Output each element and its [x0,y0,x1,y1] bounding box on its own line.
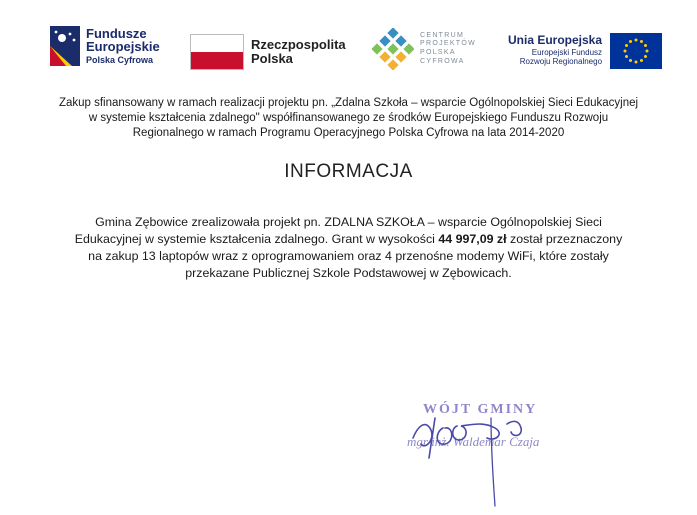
body-line1: Gmina Zębowice zrealizowała projekt pn. ZDALNA SZKOŁA – wsparcie Ogólnopolskiej Sieci [95,215,602,229]
rzeczpospolita-polska-logo [190,34,346,70]
signature-stamp [395,398,595,508]
fundusze-line1: Fundusze [86,25,147,41]
centrum-line4: CYFROWA [420,57,465,65]
funding-statement-line3: Regionalnego w ramach Programu Operacyjnego Polska Cyfrowa na lata 2014-2020 [132,127,565,139]
body-line2-end: został przeznaczony [506,232,623,246]
body-line3: na zakup 13 laptopów wraz z oprogramowaniem oraz 4 przenośne modemy WiFi, które zostały [88,249,609,263]
logo-bar [0,0,697,90]
polish-flag-icon [190,34,244,70]
unia-line3: Rozwoju Regionalnego [519,56,603,66]
funding-statement-line2: w systemie kształcenia zdalnego" współfinansowanego ze środków Europejskiego Funduszu Rozwoju [88,112,609,124]
centrum-projektow-mosaic-icon [372,28,414,70]
fundusze-europejskie-emblem-icon [50,26,80,66]
unia-line2: Europejski Fundusz [531,47,603,57]
stamp-name: mgr inż. Waldemar Czaja [407,434,540,449]
body-line2-start: Edukacyjnej w systemie kształcenia zdalnego. Grant w wysokości [74,232,439,246]
eu-flag-icon [610,33,662,69]
unia-line1: Unia Europejska [508,33,603,47]
grant-amount: 44 997,09 zł [438,232,507,246]
handwritten-signature-icon [395,398,595,508]
funding-statement [30,96,667,141]
unia-europejska-logo [508,34,662,69]
centrum-line1: CENTRUM [420,31,465,39]
rzeczpospolita-line1: Rzeczpospolita [251,37,346,53]
rzeczpospolita-line2: Polska [251,51,293,66]
information-body [40,214,657,282]
centrum-line3: POLSKA [420,49,456,56]
stamp-title: WÓJT GMINY [423,402,538,417]
centrum-line2: PROJEKTÓW [420,40,477,48]
funding-statement-line1: Zakup sfinansowany w ramach realizacji projektu pn. „Zdalna Szkoła – wsparcie Ogólnopolskiej Sieci Edukacyjnej [58,97,639,109]
fundusze-line2: Europejskie [86,39,160,55]
centrum-projektow-logo [372,28,476,70]
fundusze-europejskie-logo [50,26,160,66]
fundusze-line3: Polska Cyfrowa [86,54,154,65]
document-heading: INFORMACJA [284,161,413,182]
body-line4: przekazane Publicznej Szkole Podstawowej w Zębowicach. [185,266,512,280]
body-line2 [40,231,657,248]
